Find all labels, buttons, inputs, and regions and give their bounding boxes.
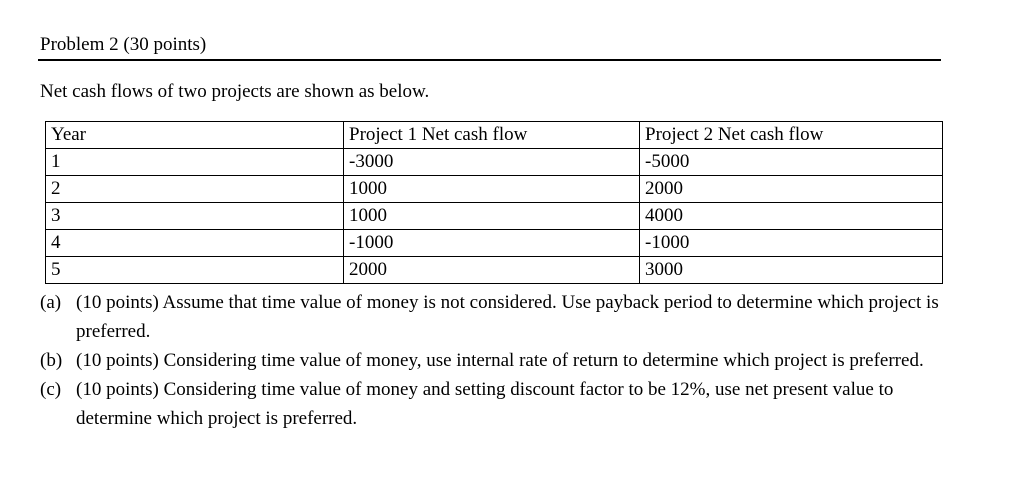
question-a [40, 288, 940, 346]
question-marker: (c) [40, 379, 62, 400]
header-year: Year [46, 122, 344, 149]
cash-flow-table [45, 121, 943, 284]
cell-project-1: 2000 [344, 257, 640, 284]
cell-project-1: -1000 [344, 230, 640, 257]
table-row [46, 230, 943, 257]
cell-project-2: -1000 [640, 230, 943, 257]
question-b [40, 346, 940, 375]
cell-year: 2 [46, 176, 344, 203]
cell-project-1: 1000 [344, 203, 640, 230]
cell-project-2: 3000 [640, 257, 943, 284]
question-marker: (b) [40, 350, 63, 371]
cell-project-1: -3000 [344, 149, 640, 176]
cell-project-1: 1000 [344, 176, 640, 203]
problem-intro: Net cash flows of two projects are shown as below. [40, 81, 430, 102]
question-text: (10 points) Assume that time value of money is not considered. Use payback period to determine which project is preferred. [76, 292, 939, 342]
cell-year: 4 [46, 230, 344, 257]
header-project-1: Project 1 Net cash flow [344, 122, 640, 149]
cell-year: 3 [46, 203, 344, 230]
problem-title: Problem 2 (30 points) [40, 34, 207, 55]
question-text: (10 points) Considering time value of money and setting discount factor to be 12%, use net present value to determine which project is preferred. [76, 379, 894, 429]
cell-year: 5 [46, 257, 344, 284]
cell-project-2: -5000 [640, 149, 943, 176]
question-list [40, 288, 940, 433]
question-c [40, 375, 940, 433]
header-project-2: Project 2 Net cash flow [640, 122, 943, 149]
cell-project-2: 4000 [640, 203, 943, 230]
table-row [46, 203, 943, 230]
question-text: (10 points) Considering time value of money, use internal rate of return to determine which project is preferred. [76, 350, 924, 371]
question-marker: (a) [40, 292, 62, 313]
table-row [46, 149, 943, 176]
table-row [46, 176, 943, 203]
title-divider [38, 59, 941, 61]
cell-project-2: 2000 [640, 176, 943, 203]
table-header-row [46, 122, 943, 149]
table-row [46, 257, 943, 284]
cell-year: 1 [46, 149, 344, 176]
